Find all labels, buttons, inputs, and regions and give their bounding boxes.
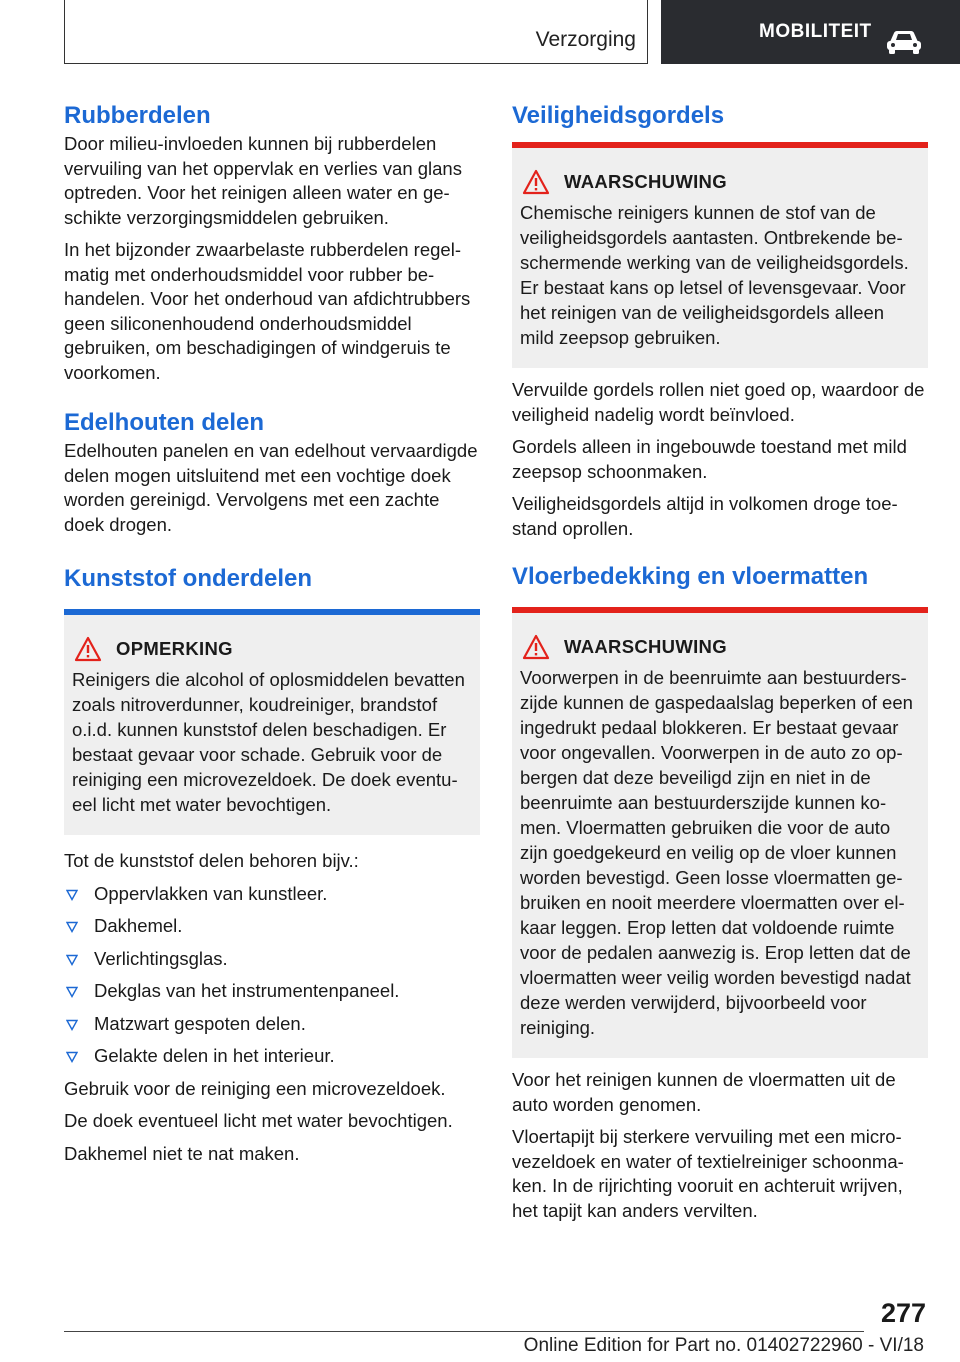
right-column	[512, 100, 928, 1231]
note-title: WAARSCHUWING	[564, 171, 727, 192]
heading-veiligheidsgordels: Veiligheidsgordels	[512, 102, 725, 129]
list-item-text: Matzwart gespoten delen.	[94, 1012, 306, 1034]
paragraph: Tot de kunststof delen behoren bijv.:	[64, 850, 359, 871]
note-title: WAARSCHUWING	[564, 636, 727, 657]
triangle-bullet-icon	[66, 889, 78, 901]
triangle-bullet-icon	[66, 1019, 78, 1031]
note-text: Reinigers die alcohol of oplosmiddelen bevatten zoals nitroverdunner, koudreiniger, brandstof o.i.d. kunnen kunststof delen beschadigen. Er bestaat gevaar voor schade. Gebruik voor de reiniging een microvezeldoek. De doek eventueel licht met water bevochtigen.	[72, 669, 465, 815]
paragraph: Vloertapijt bij sterkere vervuiling met een microvezeldoek en water of textielreiniger schoonmaken. In de rijrichting vooruit en achteruit wrijven, het tapijt kan anders vervilten.	[512, 1126, 904, 1221]
list-item	[64, 979, 480, 1004]
page-number: 277	[880, 1298, 926, 1328]
list-item-text: Dakhemel.	[94, 915, 183, 936]
note-box-opmerking	[64, 609, 480, 835]
footer-edition-text: Online Edition for Part no. 01402722960 - VI/18	[523, 1335, 924, 1356]
note-header	[72, 635, 470, 663]
note-header	[520, 168, 918, 196]
triangle-bullet-icon	[66, 1051, 78, 1063]
paragraph: In het bijzonder zwaarbelaste rubberdelen regelmatig met onderhoudsmiddel voor rubber behandelen. Voor het onderhoud van afdichtrubbers geen siliconenhoudend onderhoudsmiddel gebruiken, om beschadigingen of windgeruis te voorkomen.	[64, 239, 471, 383]
list-item	[64, 947, 480, 972]
heading-vloerbedekking-en-vloermatten: Vloerbedekking en vloermatten	[512, 563, 869, 590]
header-tab-label: MOBILITEIT	[759, 21, 872, 42]
list-item	[64, 882, 480, 907]
paragraph: Voor het reinigen kunnen de vloermatten uit de auto worden genomen.	[512, 1069, 896, 1115]
heading-edelhouten-delen: Edelhouten delen	[64, 409, 265, 436]
note-box-waarschuwing-gordels	[512, 142, 928, 368]
list-item	[64, 914, 480, 939]
note-box-waarschuwing-vloermatten	[512, 607, 928, 1058]
note-text: Voorwerpen in de beenruimte aan bestuurderszijde kunnen de gaspedaalslag beperken of een ingedrukt pedaal blokkeren. Er bestaat gevaar voor ongevallen. Voorwerpen in de auto zo opbergen dat deze beveiligd zijn en niet in de beenruimte aan bestuurderszijde kunnen komen. Vloermatten gebruiken die voor de auto zijn goedgekeurd en veilig op de vloer kunnen worden bevestigd. Geen losse vloermatten gebruiken en nooit meerdere vloermatten over elkaar leggen. Erop letten dat voldoende ruimte voor de pedalen aanwezig is. Erop letten dat de vloermatten weer veilig worden bevestigd nadat deze werden verwijderd, bijvoorbeeld voor reiniging.	[520, 667, 913, 1038]
paragraph: De doek eventueel licht met water bevochtigen.	[64, 1110, 453, 1131]
paragraph: Gebruik voor de reiniging een microvezeldoek.	[64, 1077, 446, 1099]
list-item	[64, 1012, 480, 1037]
paragraph: Door milieu-invloeden kunnen bij rubberdelen vervuiling van het oppervlak en verlies van glans optreden. Voor het reinigen alleen water en geschikte verzorgingsmiddelen gebruiken.	[64, 133, 462, 228]
note-header	[520, 633, 918, 661]
left-column	[64, 100, 480, 1174]
list-item-text: Verlichtingsglas.	[94, 947, 228, 969]
paragraph: Gordels alleen in ingebouwde toestand met mild zeepsop schoonmaken.	[512, 436, 907, 482]
note-title: OPMERKING	[116, 638, 233, 659]
triangle-bullet-icon	[66, 954, 78, 966]
warning-triangle-icon	[522, 634, 550, 660]
heading-rubberdelen: Rubberdelen	[64, 102, 211, 129]
warning-triangle-icon	[522, 169, 550, 195]
paragraph: Veiligheidsgordels altijd in volkomen droge toestand oprollen.	[512, 493, 898, 539]
paragraph: Vervuilde gordels rollen niet goed op, waardoor de veiligheid nadelig wordt beïnvloed.	[512, 379, 925, 425]
heading-kunststof-onderdelen: Kunststof onderdelen	[64, 565, 313, 592]
header-section-title: Verzorging	[535, 28, 636, 51]
list-item-text: Oppervlakken van kunstleer.	[94, 882, 328, 904]
bullet-list	[64, 882, 480, 1069]
list-item-text: Gelakte delen in het interieur.	[94, 1045, 335, 1066]
triangle-bullet-icon	[66, 921, 78, 933]
warning-triangle-icon	[74, 636, 102, 662]
triangle-bullet-icon	[66, 986, 78, 998]
car-icon	[884, 28, 924, 56]
list-item-text: Dekglas van het instrumentenpaneel.	[94, 980, 400, 1001]
footer-divider	[64, 1331, 864, 1332]
paragraph: Edelhouten panelen en van edelhout vervaardigde delen mogen uitsluitend met een vochtige doek worden gereinigd. Vervolgens met een zachte doek drogen.	[64, 440, 478, 535]
note-text: Chemische reinigers kunnen de stof van de veiligheidsgordels aantasten. Ontbrekende beschermende werking van de veiligheidsgordels. Er bestaat kans op letsel of levensgevaar. Voor het reinigen van de veiligheidsgordels alleen mild zeepsop gebruiken.	[520, 202, 909, 348]
paragraph: Dakhemel niet te nat maken.	[64, 1142, 300, 1164]
list-item	[64, 1044, 480, 1069]
